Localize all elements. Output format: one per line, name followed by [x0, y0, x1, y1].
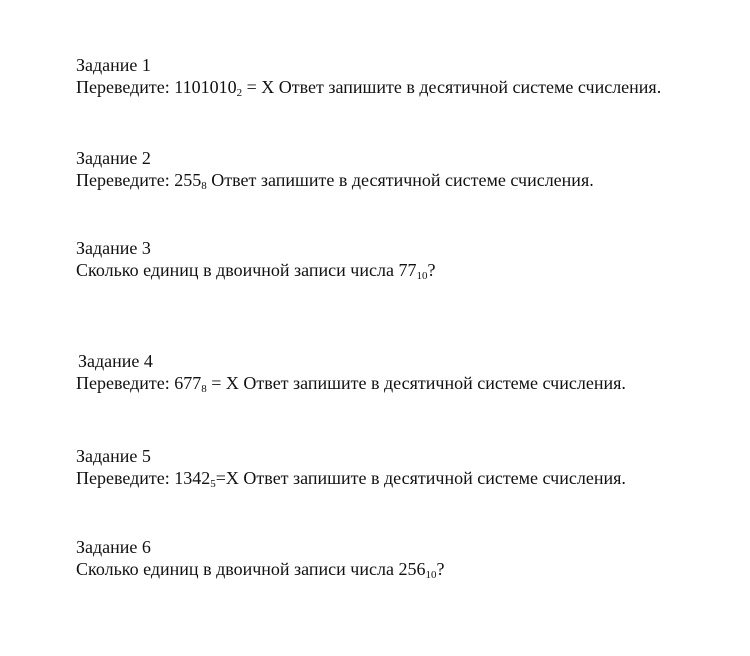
task-title: Задание 1 [76, 55, 151, 75]
task-number: 1342 [174, 468, 211, 488]
task-4 [76, 350, 741, 394]
task-suffix: Ответ запишите в десятичной системе счисления. [206, 170, 594, 190]
task-prefix: Переведите: [76, 77, 175, 97]
task-prefix: Переведите: [76, 468, 175, 488]
task-text [76, 372, 741, 394]
task-number: 677 [174, 373, 202, 393]
task-suffix: =X Ответ запишите в десятичной системе счисления. [215, 468, 626, 488]
task-title: Задание 3 [76, 238, 151, 258]
task-number: 77 [398, 260, 417, 280]
number-base: 5 [210, 478, 216, 490]
number-base: 8 [201, 180, 207, 192]
task-title: Задание 4 [78, 351, 153, 371]
task-text [76, 259, 741, 281]
task-text [76, 169, 741, 191]
task-prefix: Сколько единиц в двоичной записи числа [76, 260, 399, 280]
task-suffix: = X Ответ запишите в десятичной системе счисления. [206, 373, 626, 393]
task-text [76, 467, 741, 489]
task-title: Задание 5 [76, 446, 151, 466]
task-number: 256 [398, 559, 426, 579]
task-1 [76, 54, 741, 98]
task-title: Задание 6 [76, 537, 151, 557]
task-2 [76, 147, 741, 191]
task-suffix: ? [436, 559, 445, 579]
task-3 [76, 237, 741, 281]
task-number: 1101010 [174, 77, 237, 97]
task-prefix: Сколько единиц в двоичной записи числа [76, 559, 399, 579]
task-text [76, 76, 741, 98]
task-prefix: Переведите: [76, 373, 175, 393]
number-base: 8 [201, 383, 207, 395]
task-suffix: ? [427, 260, 436, 280]
task-text [76, 558, 741, 580]
number-base: 10 [416, 270, 428, 282]
number-base: 2 [236, 87, 243, 99]
task-number: 255 [174, 170, 202, 190]
task-5 [76, 445, 741, 489]
task-prefix: Переведите: [76, 170, 175, 190]
task-suffix: = X Ответ запишите в десятичной системе счисления. [242, 77, 662, 97]
task-6 [76, 536, 741, 580]
number-base: 10 [425, 569, 437, 581]
task-title: Задание 2 [76, 148, 151, 168]
